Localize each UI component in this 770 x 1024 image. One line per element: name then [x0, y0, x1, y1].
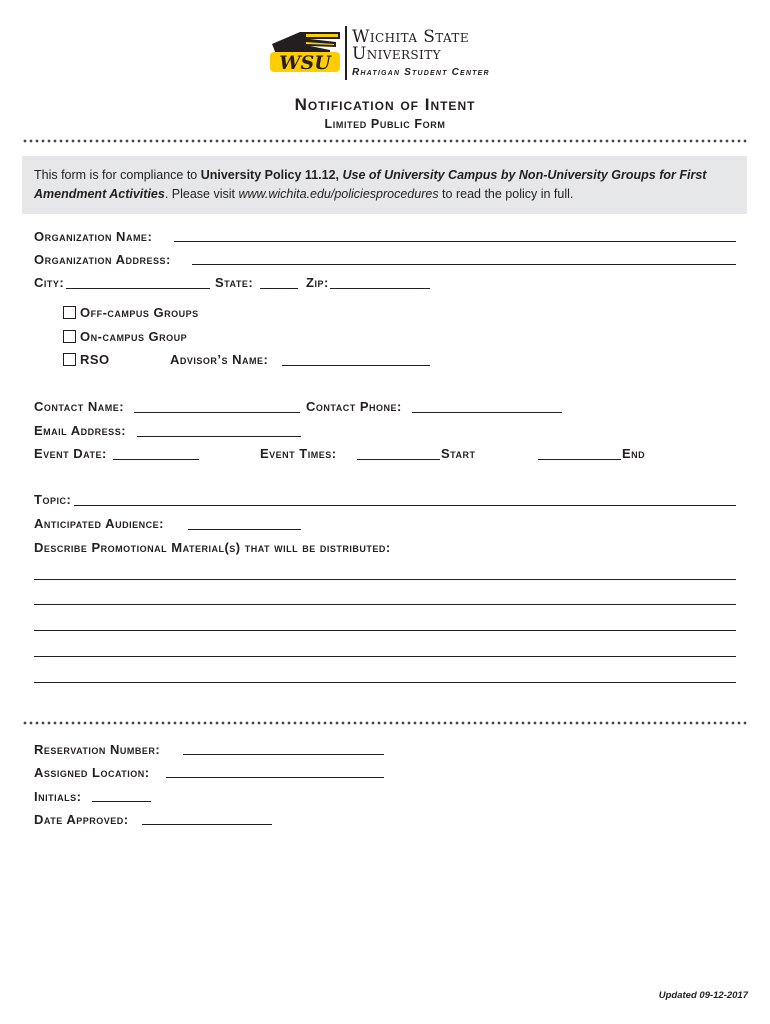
end-time-field[interactable] [538, 459, 621, 460]
city-label: City: [34, 275, 65, 290]
end-label: End [622, 446, 646, 461]
start-time-field[interactable] [357, 459, 440, 460]
organization-address-field[interactable] [192, 264, 736, 265]
promotional-material-line-4[interactable] [34, 656, 736, 657]
org-name-line2: University [352, 44, 441, 64]
assigned-location-label: Assigned Location: [34, 765, 150, 780]
on-campus-checkbox[interactable] [63, 330, 76, 343]
on-campus-label: On-campus Group [80, 329, 188, 344]
initials-field[interactable] [92, 801, 151, 802]
contact-phone-label: Contact Phone: [306, 399, 402, 414]
topic-field[interactable] [74, 505, 736, 506]
contact-name-field[interactable] [134, 412, 300, 413]
date-approved-label: Date Approved: [34, 812, 129, 827]
rso-label: RSO [80, 352, 110, 367]
reservation-number-label: Reservation Number: [34, 742, 161, 757]
event-times-label: Event Times: [260, 446, 337, 461]
initials-label: Initials: [34, 789, 82, 804]
promotional-material-line-5[interactable] [34, 682, 736, 683]
promotional-material-label: Describe Promotional Material(s) that will be distributed: [34, 540, 391, 555]
reservation-number-field[interactable] [183, 754, 384, 755]
notice-text: This form is for compliance to University Policy 11.12, Use of University Campus by Non-University Groups for First Amendment Activities. Please visit www.wichita.edu/policiesprocedures to read the policy in full. [34, 168, 707, 201]
dotted-divider [22, 139, 748, 143]
off-campus-label: Off-campus Groups [80, 305, 199, 320]
wsu-logo [270, 26, 342, 76]
contact-name-label: Contact Name: [34, 399, 125, 414]
email-address-field[interactable] [137, 436, 301, 437]
promotional-material-line-2[interactable] [34, 604, 736, 605]
email-address-label: Email Address: [34, 423, 127, 438]
assigned-location-field[interactable] [166, 777, 384, 778]
city-field[interactable] [66, 288, 210, 289]
form-subtitle: Limited Public Form [324, 117, 446, 131]
organization-name-label: Organization Name: [34, 229, 153, 244]
anticipated-audience-label: Anticipated Audience: [34, 516, 164, 531]
zip-field[interactable] [330, 288, 430, 289]
organization-name-field[interactable] [174, 241, 736, 242]
org-name-line1: Wichita State [352, 27, 469, 47]
event-date-label: Event Date: [34, 446, 107, 461]
date-approved-field[interactable] [142, 824, 272, 825]
state-label: State: [215, 275, 254, 290]
topic-label: Topic: [34, 492, 72, 507]
logo-text: WSU [279, 52, 331, 74]
state-field[interactable] [260, 288, 298, 289]
logo-divider [345, 26, 347, 80]
organization-address-label: Organization Address: [34, 252, 171, 267]
form-title: Notification of Intent [294, 95, 476, 114]
off-campus-checkbox[interactable] [63, 306, 76, 319]
promotional-material-line-1[interactable] [34, 579, 736, 580]
anticipated-audience-field[interactable] [188, 529, 301, 530]
start-label: Start [441, 446, 476, 461]
advisor-name-field[interactable] [282, 365, 430, 366]
event-date-field[interactable] [113, 459, 199, 460]
dotted-divider [22, 721, 748, 725]
promotional-material-line-3[interactable] [34, 630, 736, 631]
updated-date: Updated 09-12-2017 [658, 990, 748, 1001]
zip-label: Zip: [306, 275, 329, 290]
org-name-line3: Rhatigan Student Center [352, 67, 490, 78]
contact-phone-field[interactable] [412, 412, 562, 413]
rso-checkbox[interactable] [63, 353, 76, 366]
advisor-name-label: Advisor’s Name: [170, 352, 269, 367]
